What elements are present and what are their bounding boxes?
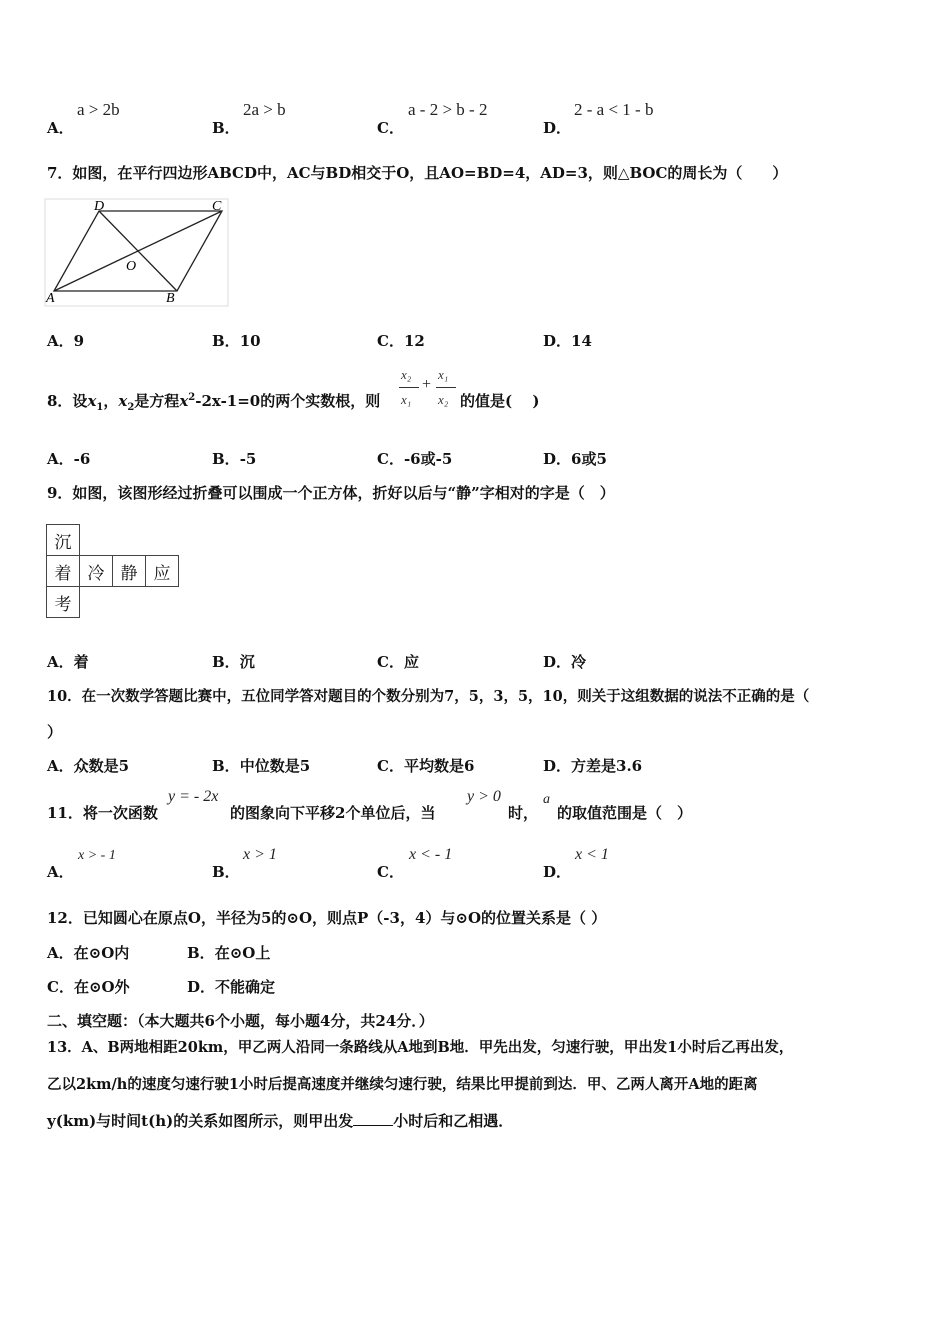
q8-sub2: 2: [127, 402, 135, 413]
cube-cell-mid2: 冷: [80, 556, 113, 587]
q10-option-b: [212, 755, 310, 776]
parallelogram-figure: [44, 198, 230, 308]
q9-option-c: [377, 651, 419, 672]
q12-option-a-letter: A．: [47, 944, 74, 962]
q11-prefix: 11．将一次函数: [47, 804, 158, 822]
q8-comma: ，: [103, 392, 119, 410]
q10-option-c: [377, 755, 474, 776]
q8-option-b-letter: B．: [212, 450, 240, 468]
q13-line3-post: 小时后和乙相遇．: [393, 1112, 514, 1130]
q6-option-c-letter: C．: [377, 119, 404, 137]
q8-frac1-bar: [399, 387, 419, 388]
q8-option-b: [212, 448, 256, 469]
q7-option-b-text: 10: [239, 332, 261, 350]
q11-option-d-expr: x < 1: [575, 846, 609, 863]
figure-frame: [45, 199, 228, 306]
cube-cell-top: 沉: [47, 525, 80, 556]
q11-mid: 的图象向下平移2个单位后，当: [230, 804, 436, 822]
q11-option-b-expr: x > 1: [243, 846, 277, 863]
q6-option-d-letter: D．: [543, 119, 572, 137]
cube-cell-mid1: 着: [47, 556, 80, 587]
q7-option-a-letter: A．: [47, 332, 74, 350]
q9-option-d-letter: D．: [543, 653, 572, 671]
q12-option-c-letter: C．: [47, 978, 74, 996]
q12-option-d-text: 不能确定: [215, 978, 276, 996]
q10-option-d: [543, 755, 642, 776]
q8-x2: x: [118, 392, 128, 410]
q6-option-b-letter: B．: [212, 119, 240, 137]
q12-option-d-letter: D．: [187, 978, 216, 996]
q6-option-d-expr: 2 - a < 1 - b: [574, 100, 654, 119]
q12-option-c-text: 在⊙O外: [73, 978, 130, 996]
q8-sub1: 1: [96, 402, 104, 413]
q12-option-c: [47, 976, 130, 997]
q7-option-d-letter: D．: [543, 332, 572, 350]
q9-option-d-text: 冷: [571, 653, 587, 671]
q12-stem: 12．已知圆心在原点O，半径为5的⊙O，则点P（-3，4）与⊙O的位置关系是（ ）: [47, 909, 607, 927]
q11-function: y = - 2x: [168, 788, 219, 805]
q10-stem: 10．在一次数学答题比赛中，五位同学答对题目的个数分别为7，5，3，5，10，则关于这组数据的说法不正确的是（: [47, 688, 810, 705]
q12-option-b-text: 在⊙O上: [214, 944, 271, 962]
q12-option-b: [187, 942, 270, 963]
q9-option-b-text: 沉: [239, 653, 255, 671]
q8-frac1-num: x₂: [401, 367, 412, 382]
vertex-label-d: D: [94, 199, 105, 214]
q7-option-c-text: 12: [403, 332, 425, 350]
q8-option-c-letter: C．: [377, 450, 404, 468]
q10-option-a-text: 众数是5: [73, 757, 130, 775]
q12-option-b-letter: B．: [187, 944, 215, 962]
q8-option-c: [377, 448, 452, 469]
q6-option-a-expr: a > 2b: [77, 100, 120, 119]
q10-option-d-letter: D．: [543, 757, 572, 775]
q7-option-a-text: 9: [73, 332, 85, 350]
q13-answer-blank[interactable]: [353, 1125, 393, 1126]
q13-line3: [47, 1110, 513, 1131]
q8-option-a: [47, 448, 90, 469]
q7-option-d-text: 14: [571, 332, 592, 350]
q7-option-a: [47, 330, 84, 351]
q8-option-d: [543, 448, 607, 469]
q11-option-c-expr: x < - 1: [409, 846, 453, 863]
q11-condition: y > 0: [467, 788, 501, 805]
q7-option-c: [377, 330, 425, 351]
q11-option-b-letter: B．: [212, 863, 240, 881]
vertex-label-b: B: [166, 291, 175, 306]
q12-option-a: [47, 942, 129, 963]
q11-option-d-letter: D．: [543, 863, 572, 881]
q13-line3-pre: y(km)与时间t(h)的关系如图所示，则甲出发: [47, 1112, 354, 1130]
q9-option-c-letter: C．: [377, 653, 404, 671]
q8-frac2-bar: [436, 387, 456, 388]
q8-eq-rest: -2x-1=0: [195, 392, 261, 410]
q10-option-b-text: 中位数是5: [239, 757, 311, 775]
q11-option-a-letter: A．: [47, 863, 74, 881]
q10-option-c-letter: C．: [377, 757, 404, 775]
q8-eq-x: x: [179, 392, 189, 410]
q7-option-d: [543, 330, 592, 351]
q8-option-d-text: 6或5: [571, 450, 607, 468]
q9-option-c-text: 应: [403, 653, 419, 671]
vertex-label-c: C: [212, 199, 222, 214]
q6-option-b-expr: 2a > b: [243, 100, 286, 119]
diagonal-bd: [99, 211, 177, 291]
q10-option-d-text: 方差是3.6: [571, 757, 643, 775]
q8-stem: [47, 390, 380, 413]
q8-prefix: 8．设: [47, 392, 88, 410]
q10-option-a: [47, 755, 129, 776]
q8-option-b-text: -5: [239, 450, 257, 468]
q11-option-a-expr: x > - 1: [78, 848, 116, 863]
q8-frac2-num: x₁: [438, 367, 449, 382]
cube-net-figure: [46, 524, 179, 618]
q12-option-a-text: 在⊙O内: [73, 944, 130, 962]
q9-option-a-letter: A．: [47, 653, 74, 671]
q8-mid2: 的两个实数根，则: [260, 392, 381, 410]
q8-x1: x: [87, 392, 97, 410]
cube-cell-mid3: 静: [113, 556, 146, 587]
cube-cell-bottom: 考: [47, 587, 80, 618]
q8-frac2-den: x₂: [438, 392, 449, 407]
center-label-o: O: [126, 259, 137, 274]
q13-line1: 13．A、B两地相距20km，甲乙两人沿同一条路线从A地到B地．甲先出发，匀速行驶，甲出发1小时后乙再出发，: [47, 1039, 794, 1056]
q7-option-c-letter: C．: [377, 332, 404, 350]
q11-var: a: [543, 792, 550, 807]
q8-suffix: 的值是( ): [460, 392, 540, 410]
q10-option-b-letter: B．: [212, 757, 240, 775]
q9-stem: 9．如图，该图形经过折叠可以围成一个正方体，折好以后与“静”字相对的字是（ ）: [47, 484, 615, 502]
cube-cell-mid4: 应: [146, 556, 179, 587]
q9-option-b-letter: B．: [212, 653, 240, 671]
q8-eq-sup: 2: [188, 392, 196, 403]
q7-option-b-letter: B．: [212, 332, 240, 350]
q7-option-b: [212, 330, 261, 351]
q6-option-a-letter: A．: [47, 119, 74, 137]
q9-option-d: [543, 651, 586, 672]
q11-suffix: 的取值范围是（ ）: [557, 804, 693, 822]
q9-option-a-text: 着: [73, 653, 89, 671]
q8-mid: 是方程: [134, 392, 180, 410]
q8-option-c-text: -6或-5: [403, 450, 453, 468]
q9-option-a: [47, 651, 89, 672]
cube-net-table: [46, 524, 179, 618]
q13-line2: 乙以2km/h的速度匀速行驶1小时后提高速度并继续匀速行驶，结果比甲提前到达．甲、乙两人离开A地的距离: [47, 1076, 758, 1093]
q10-option-c-text: 平均数是6: [403, 757, 475, 775]
q11-mid2: 时，: [508, 804, 539, 822]
q10-option-a-letter: A．: [47, 757, 74, 775]
q12-option-d: [187, 976, 275, 997]
q7-stem: 7．如图，在平行四边形ABCD中，AC与BD相交于O，且AO=BD=4，AD=3，则△BOC的周长为（ ）: [47, 164, 788, 182]
q6-option-c-expr: a - 2 > b - 2: [408, 100, 488, 119]
q8-plus: +: [422, 376, 432, 393]
q8-option-a-text: -6: [73, 450, 91, 468]
q10-stem-cont: ）: [47, 723, 63, 741]
q11-option-c-letter: C．: [377, 863, 404, 881]
q8-option-d-letter: D．: [543, 450, 572, 468]
q8-frac1-den: x₁: [401, 392, 412, 407]
section-title: 二、填空题：（本大题共6个小题，每小题4分，共24分．）: [47, 1012, 434, 1030]
q8-option-a-letter: A．: [47, 450, 74, 468]
q8-fraction-expression: [398, 367, 460, 415]
q9-option-b: [212, 651, 255, 672]
vertex-label-a: A: [46, 291, 55, 306]
